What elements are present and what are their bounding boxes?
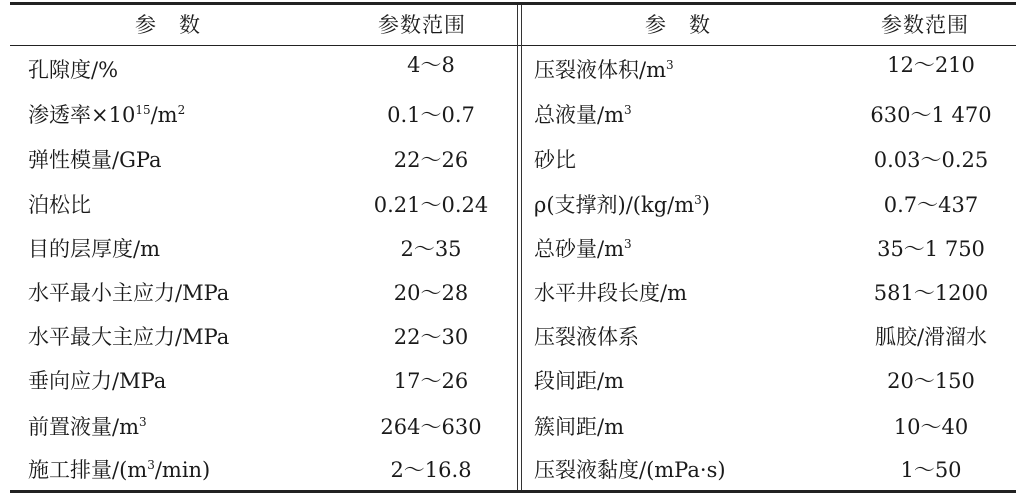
right-range-cell: 35～1 750 — [877, 237, 985, 261]
left-param-cell — [28, 56, 118, 84]
left-param-cell — [28, 279, 229, 307]
right-range-cell: 581～1200 — [873, 281, 989, 305]
param-text: 渗透率×10 — [28, 103, 136, 127]
right-range-cell: 0.03～0.25 — [873, 148, 989, 172]
left-range-cell: 264～630 — [380, 415, 482, 439]
param-text: 弹性模量/GPa — [28, 148, 162, 172]
table-bottom-rule — [10, 490, 1016, 493]
right-param-cell — [534, 235, 632, 263]
param-text: 前置液量/m — [28, 415, 139, 439]
param-superscript: 3 — [666, 58, 674, 72]
param-superscript: 15 — [135, 103, 151, 117]
column-divider — [521, 5, 522, 490]
param-text-tail: ) — [701, 193, 710, 217]
left-param-cell — [28, 323, 229, 351]
param-text: 砂比 — [534, 148, 576, 172]
param-text: 压裂液黏度/(mPa·s) — [534, 458, 726, 482]
param-superscript: 3 — [694, 193, 702, 207]
right-param-cell — [534, 279, 687, 307]
right-range-cell: 胍胶/滑溜水 — [874, 325, 988, 349]
right-range-cell: 1～50 — [900, 458, 962, 482]
param-superscript: 3 — [139, 415, 147, 429]
param-superscript: 3 — [624, 103, 632, 117]
left-param-cell — [28, 101, 185, 129]
param-text: 孔隙度/% — [28, 58, 119, 82]
param-text: 垂向应力/MPa — [28, 369, 167, 393]
param-text: 目的层厚度/m — [28, 237, 160, 261]
param-text: 水平井段长度/m — [534, 281, 687, 305]
header-right-range: 参数范围 — [881, 13, 969, 37]
right-range-cell: 12～210 — [887, 53, 975, 77]
right-param-cell — [534, 367, 624, 395]
header-left-param: 参 数 — [135, 13, 201, 37]
param-text: 压裂液体系 — [534, 325, 639, 349]
table-header-rule — [10, 45, 1016, 46]
parameter-table — [10, 0, 1016, 494]
param-text: 段间距/m — [534, 369, 624, 393]
right-param-cell — [534, 323, 639, 351]
right-param-cell — [534, 456, 726, 484]
param-text-tail: /min) — [154, 458, 211, 482]
param-text: 水平最小主应力/MPa — [28, 281, 230, 305]
left-range-cell: 2～16.8 — [390, 458, 472, 482]
left-param-cell — [28, 413, 147, 441]
left-param-cell — [28, 456, 210, 484]
left-range-cell: 17～26 — [393, 369, 469, 393]
param-text: 施工排量/(m — [28, 458, 148, 482]
param-superscript: 3 — [147, 458, 155, 472]
right-param-cell — [534, 413, 624, 441]
left-range-cell: 0.21～0.24 — [373, 193, 489, 217]
left-param-cell — [28, 235, 160, 263]
left-range-cell: 22～30 — [393, 325, 469, 349]
right-range-cell: 20～150 — [887, 369, 975, 393]
left-range-cell: 20～28 — [393, 281, 469, 305]
left-range-cell: 4～8 — [407, 53, 455, 77]
left-range-cell: 22～26 — [393, 148, 469, 172]
left-param-cell — [28, 146, 162, 174]
param-text: 总液量/m — [534, 103, 624, 127]
left-param-cell — [28, 367, 166, 395]
right-param-cell — [534, 101, 632, 129]
table-top-rule — [10, 2, 1016, 5]
right-param-cell — [534, 56, 674, 84]
param-text: 簇间距/m — [534, 415, 624, 439]
header-left-range: 参数范围 — [378, 13, 466, 37]
param-text: 泊松比 — [28, 193, 91, 217]
param-text: 总砂量/m — [534, 237, 624, 261]
param-text: ρ(支撑剂)/(kg/m — [534, 193, 695, 217]
param-text: 压裂液体积/m — [534, 58, 666, 82]
left-range-cell: 0.1～0.7 — [387, 103, 475, 127]
param-text: 水平最大主应力/MPa — [28, 325, 230, 349]
left-range-cell: 2～35 — [400, 237, 462, 261]
right-param-cell — [534, 191, 710, 219]
param-text-tail: /m — [150, 103, 178, 127]
left-param-cell — [28, 191, 91, 219]
right-param-cell — [534, 146, 576, 174]
right-range-cell: 0.7～437 — [883, 193, 979, 217]
param-superscript: 2 — [177, 103, 186, 117]
column-divider — [517, 5, 518, 490]
header-right-param: 参 数 — [645, 13, 711, 37]
right-range-cell: 10～40 — [893, 415, 969, 439]
param-superscript: 3 — [624, 237, 632, 251]
right-range-cell: 630～1 470 — [870, 103, 992, 127]
